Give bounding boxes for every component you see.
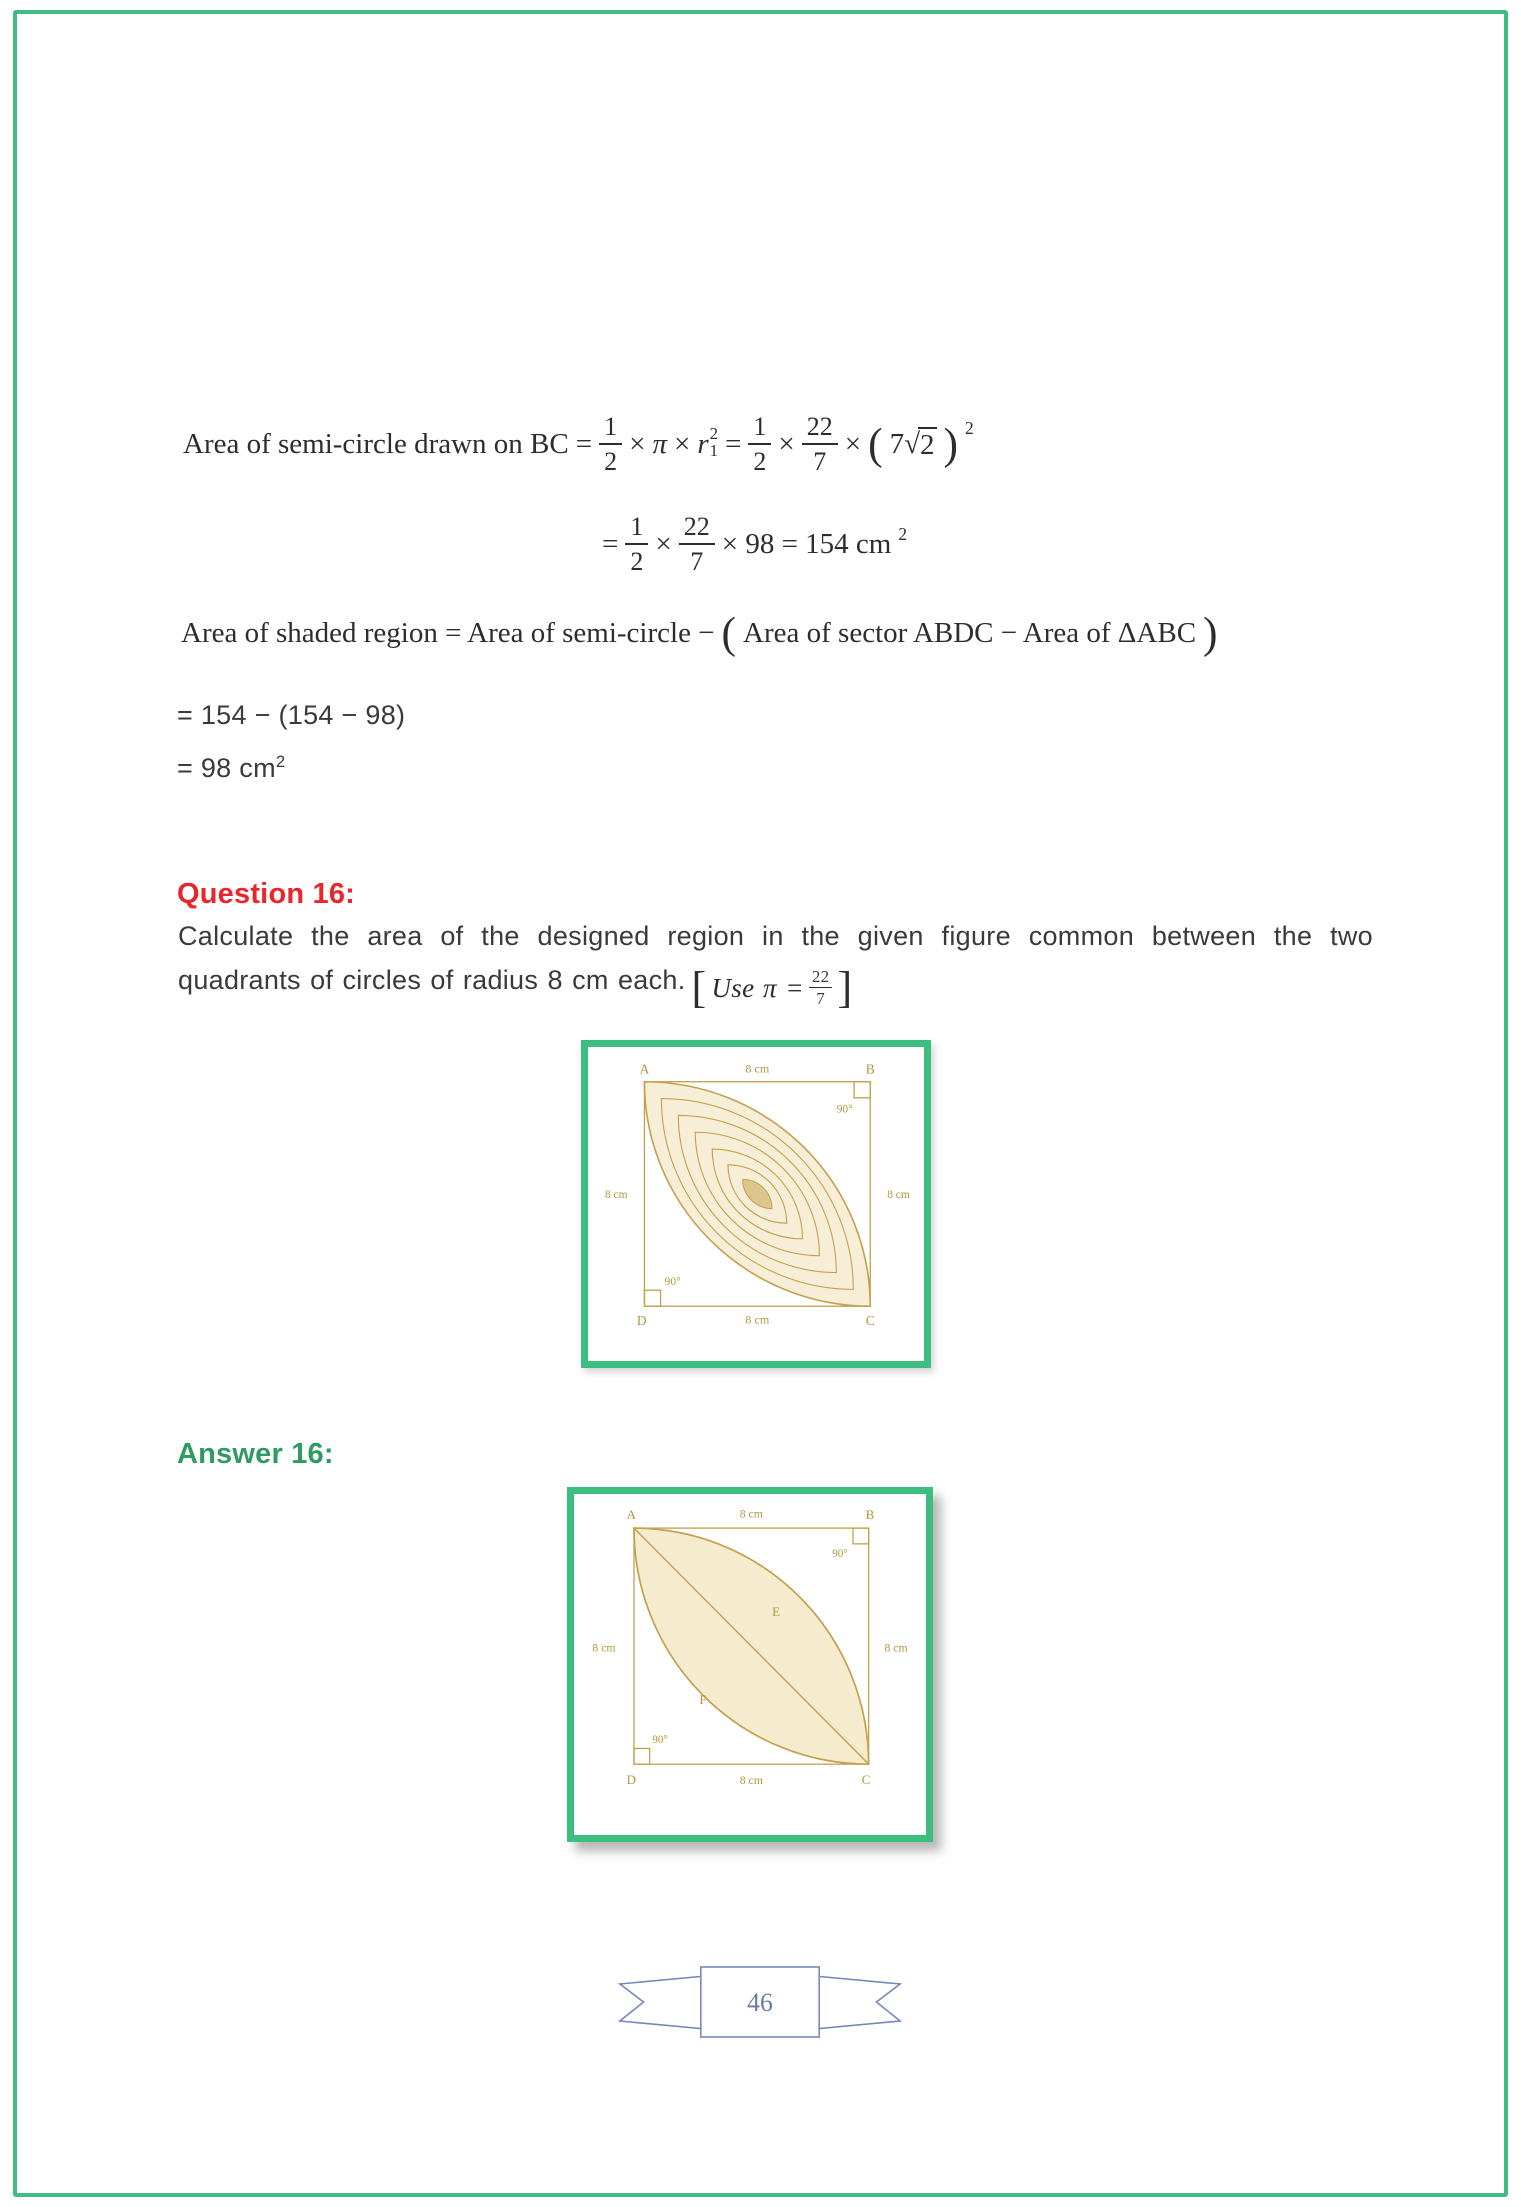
superscript: 2 (965, 417, 974, 438)
left-paren: ( (721, 608, 737, 658)
figure-answer-16 (567, 1487, 933, 1842)
ribbon-right-tail (814, 1976, 900, 2029)
question-heading: Question 16: (177, 878, 356, 910)
corner-label-b: B (865, 1061, 875, 1077)
side-label-top: 8 cm (745, 1061, 770, 1076)
left-paren: ( (868, 419, 883, 469)
radical-sign: √ (904, 427, 921, 460)
fraction-denominator: 7 (813, 447, 827, 477)
angle-label-bottom: 90° (652, 1734, 668, 1747)
right-angle-mark-top-icon (853, 1528, 869, 1544)
sub-superscript-stack (710, 425, 718, 460)
superscript: 2 (275, 752, 286, 771)
formula-text: Area of sector ABDC − Area of ΔABC (743, 616, 1197, 649)
corner-label-c: C (865, 1312, 875, 1328)
question-body (178, 914, 1373, 1010)
corner-label-d: D (626, 1771, 637, 1787)
equals-sign: = (725, 427, 742, 460)
corner-label-a: A (626, 1506, 637, 1522)
fraction-one-half (625, 512, 648, 577)
question-figure-drawing (588, 1047, 924, 1361)
formula-line-2 (602, 512, 907, 577)
use-pi-text: Use π = (711, 972, 804, 1003)
side-label-right: 8 cm (884, 1641, 908, 1655)
formula-text: Area of semi-circle drawn on BC (183, 427, 569, 460)
times-sign: × (844, 427, 862, 460)
times-sign: × (655, 527, 672, 560)
left-bracket: [ (691, 963, 707, 1012)
radical-expression (890, 427, 937, 462)
angle-label-top: 90° (832, 1547, 848, 1560)
angle-label-bottom: 90° (664, 1275, 681, 1288)
use-pi-expression (691, 963, 853, 1012)
variable-r: r (697, 427, 709, 460)
side-label-right: 8 cm (887, 1189, 910, 1201)
fraction-numerator: 22 (809, 968, 833, 988)
corner-label-b: B (865, 1506, 875, 1522)
result-text: = 98 cm (177, 753, 276, 783)
side-label-bottom: 8 cm (739, 1773, 763, 1787)
ribbon-banner-icon (612, 1950, 908, 2055)
fraction-22-7 (679, 512, 715, 577)
fraction-one-half (599, 412, 622, 477)
fraction-22-7 (802, 412, 838, 477)
formula-line-1 (183, 412, 974, 477)
times-sign: × (673, 427, 691, 460)
r1-squared (697, 423, 719, 462)
fraction-numerator: 22 (802, 412, 838, 445)
right-angle-mark-bottom-icon (644, 1290, 660, 1306)
formula-text: Area of shaded region = Area of semi-circle − (181, 616, 715, 649)
right-paren: ) (1203, 608, 1218, 658)
answer-figure-drawing (574, 1494, 926, 1835)
right-angle-mark-top-icon (854, 1082, 870, 1098)
equals-sign: = (575, 427, 593, 460)
fraction-22-7 (809, 968, 833, 1007)
result-line-1: = 154 − (154 − 98) (177, 700, 406, 730)
fraction-numerator: 1 (599, 412, 622, 445)
side-label-bottom: 8 cm (745, 1312, 770, 1327)
fraction-numerator: 1 (625, 512, 648, 545)
fraction-one-half (748, 412, 771, 477)
point-label-e: E (772, 1603, 781, 1619)
right-paren: ) (943, 419, 959, 469)
corner-label-c: C (861, 1771, 871, 1787)
formula-line-3 (181, 608, 1218, 658)
figure-question-16 (581, 1040, 931, 1368)
page-number-ribbon (612, 1950, 908, 2055)
superscript: 2 (898, 523, 908, 544)
angle-label-top: 90° (836, 1103, 853, 1116)
point-label-f: F (699, 1691, 707, 1707)
fraction-denominator: 7 (816, 989, 826, 1009)
side-label-left: 8 cm (592, 1641, 616, 1655)
ribbon-left-tail (620, 1976, 706, 2029)
corner-label-d: D (636, 1312, 647, 1328)
corner-label-a: A (639, 1061, 650, 1077)
formula-text: × 98 = 154 cm (721, 527, 892, 560)
fraction-denominator: 2 (630, 547, 644, 577)
pi-symbol: π (652, 427, 667, 460)
page-number: 46 (747, 1987, 773, 2018)
right-angle-mark-bottom-icon (634, 1748, 650, 1764)
fraction-denominator: 2 (753, 447, 767, 477)
side-label-left: 8 cm (604, 1189, 628, 1201)
question-text: Calculate the area of the designed region in the given figure common between the two quadrants of circles of radius 8 cm each. (178, 921, 1373, 995)
subscript: 1 (709, 441, 719, 461)
equals-sign: = (602, 527, 619, 560)
radicand: 2 (920, 428, 935, 461)
side-label-top: 8 cm (739, 1507, 763, 1521)
result-line-2 (177, 752, 286, 784)
times-sign: × (778, 427, 795, 460)
fraction-numerator: 1 (748, 412, 771, 445)
fraction-denominator: 2 (604, 447, 618, 477)
radical-coefficient: 7 (889, 427, 905, 460)
fraction-denominator: 7 (690, 547, 704, 577)
answer-heading: Answer 16: (177, 1438, 334, 1470)
right-bracket: ] (837, 963, 853, 1012)
times-sign: × (629, 427, 646, 460)
fraction-numerator: 22 (679, 512, 715, 545)
superscript: 2 (709, 423, 719, 443)
